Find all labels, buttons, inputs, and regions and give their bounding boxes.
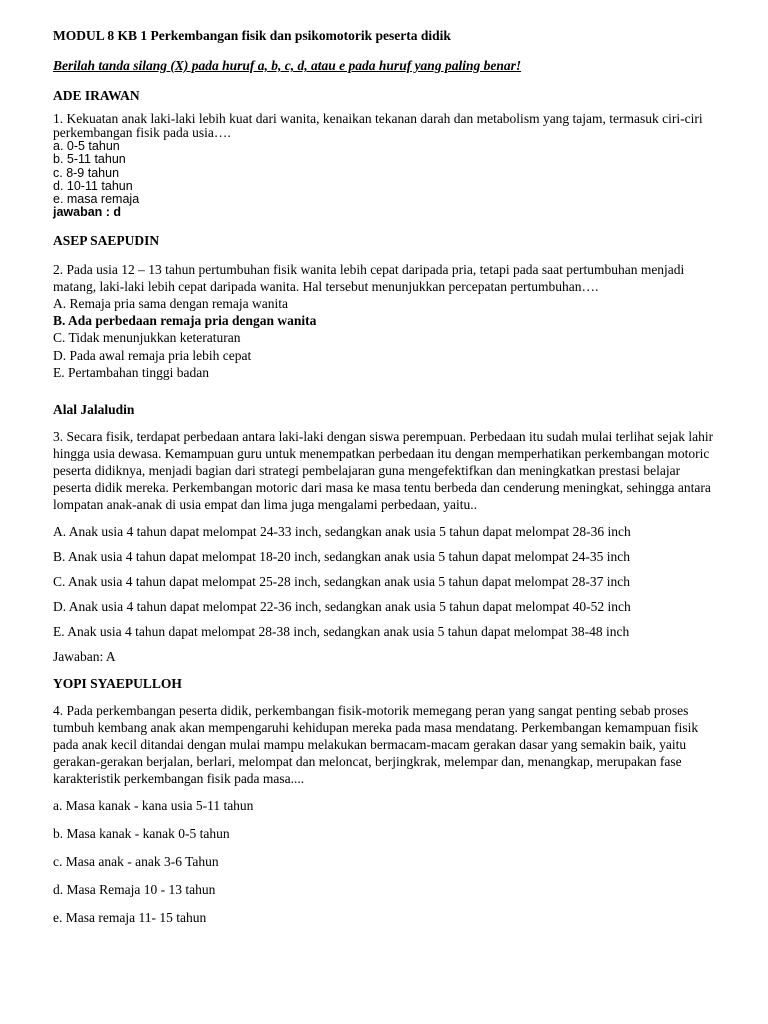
option-item: e. Masa remaja 11- 15 tahun <box>53 910 207 926</box>
option-item: C. Tidak menunjukkan keteraturan <box>53 330 241 346</box>
author-name: Alal Jalaludin <box>53 402 135 418</box>
author-name: YOPI SYAEPULLOH <box>53 676 182 692</box>
document-body <box>53 27 718 926</box>
question-text: 2. Pada usia 12 – 13 tahun pertumbuhan fisik wanita lebih cepat daripada pria, tetapi pada saat pertumbuhan menjadi matang, laki-laki lebih cepat daripada wanita. Hal tersebut menunjukkan percepatan pertumbuhan…. <box>53 261 685 294</box>
option-item: B. Anak usia 4 tahun dapat melompat 18-20 inch, sedangkan anak usia 5 tahun dapat melompat 24-35 inch <box>53 549 630 565</box>
answer-text: Jawaban: A <box>53 649 116 665</box>
question-text: 1. Kekuatan anak laki-laki lebih kuat dari wanita, kenaikan tekanan darah dan metabolism yang tajam, termasuk ciri-ciri perkembangan fisik pada usia…. <box>53 111 703 140</box>
option-list <box>53 140 718 220</box>
author-name: ADE IRAWAN <box>53 88 140 103</box>
question-2 <box>53 261 718 381</box>
option-item: a. Masa kanak - kana usia 5-11 tahun <box>53 798 254 814</box>
option-item-correct: B. Ada perbedaan remaja pria dengan wanita <box>53 313 317 329</box>
instruction-text: Berilah tanda silang (X) pada huruf a, b, c, d, atau e pada huruf yang paling benar! <box>53 58 522 73</box>
option-item: b. Masa kanak - kanak 0-5 tahun <box>53 826 230 842</box>
option-list <box>53 797 718 926</box>
option-item: b. 5-11 tahun <box>53 152 126 167</box>
question-1 <box>53 112 718 220</box>
answer-text: jawaban : d <box>53 205 122 220</box>
option-item: D. Anak usia 4 tahun dapat melompat 22-36 inch, sedangkan anak usia 5 tahun dapat melompat 40-52 inch <box>53 599 631 615</box>
option-item: d. 10-11 tahun <box>53 178 133 193</box>
option-item: c. Masa anak - anak 3-6 Tahun <box>53 854 219 870</box>
option-item: E. Anak usia 4 tahun dapat melompat 28-38 inch, sedangkan anak usia 5 tahun dapat melompat 38-48 inch <box>53 624 630 640</box>
option-item: A. Remaja pria sama dengan remaja wanita <box>53 295 289 311</box>
option-item: a. 0-5 tahun <box>53 139 120 153</box>
option-item: D. Pada awal remaja pria lebih cepat <box>53 347 252 363</box>
option-item: C. Anak usia 4 tahun dapat melompat 25-28 inch, sedangkan anak usia 5 tahun dapat melompat 28-37 inch <box>53 574 630 590</box>
question-4 <box>53 702 718 926</box>
option-item: c. 8-9 tahun <box>53 165 120 180</box>
question-text: 3. Secara fisik, terdapat perbedaan antara laki-laki dengan siswa perempuan. Perbedaan itu sudah mulai terlihat sejak lahir hingga usia dewasa. Kemampuan guru untuk menempatkan perbedaan itu dengan memperhatikan perkembangan motoric peserta didiknya, menjadi bagian dari strategi pembelajaran guna mengefektifkan dan meningkatkan prestasi belajar peserta didik mereka. Perkembangan motoric dari masa ke masa tentu berbeda dan cenderung meningkat, sehingga antara lompatan anak-anak di usia empat dan lima juga mengalami perbedaan, yaitu.. <box>53 429 714 513</box>
question-text: 4. Pada perkembangan peserta didik, perkembangan fisik-motorik memegang peran yang sangat penting sebab proses tumbuh kembang anak akan mempengaruhi kehidupan mereka pada masa mendatang. Perkembangan kemampuan fisik pada anak kecil ditandai dengan mulai mampu melakukan bermacam-macam gerakan dasar yang semakin baik, yaitu gerakan-gerakan berjalan, berlari, melompat dan meloncat, berjingkrak, melempar dan, menangkap, merupakan fase karakteristik perkembangan fisik pada masa.... <box>53 703 699 787</box>
author-name: ASEP SAEPUDIN <box>53 232 160 248</box>
option-item: d. Masa Remaja 10 - 13 tahun <box>53 882 216 898</box>
option-item: e. masa remaja <box>53 192 140 207</box>
question-3 <box>53 428 718 665</box>
module-title: MODUL 8 KB 1 Perkembangan fisik dan psikomotorik peserta didik <box>53 28 451 43</box>
option-item: A. Anak usia 4 tahun dapat melompat 24-33 inch, sedangkan anak usia 5 tahun dapat melompat 28-36 inch <box>53 524 631 540</box>
option-item: E. Pertambahan tinggi badan <box>53 364 209 380</box>
